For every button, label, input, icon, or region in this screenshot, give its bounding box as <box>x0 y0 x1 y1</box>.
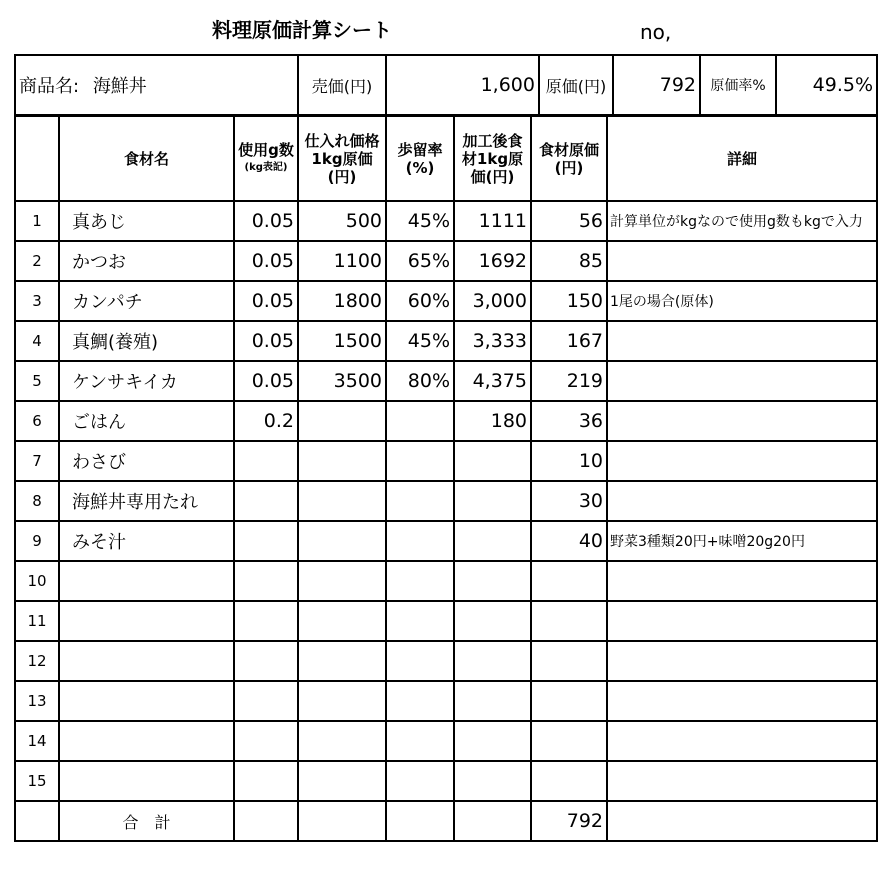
detail-note[interactable]: 1尾の場合(原体) <box>607 281 877 321</box>
usage-kg[interactable] <box>234 521 298 561</box>
material-cost[interactable] <box>531 721 607 761</box>
processed-cost[interactable] <box>454 561 531 601</box>
material-cost[interactable]: 56 <box>531 201 607 241</box>
row-index: 1 <box>15 201 59 241</box>
ingredient-name[interactable] <box>59 641 234 681</box>
price-value[interactable]: 1,600 <box>386 55 539 115</box>
purchase-price[interactable]: 3500 <box>298 361 386 401</box>
row-index: 7 <box>15 441 59 481</box>
material-cost[interactable]: 150 <box>531 281 607 321</box>
header-usage <box>234 116 298 201</box>
detail-note[interactable] <box>607 681 877 721</box>
table-row <box>15 481 877 521</box>
purchase-price[interactable] <box>298 681 386 721</box>
table-row <box>15 441 877 481</box>
row-index: 2 <box>15 241 59 281</box>
yield-rate[interactable] <box>386 481 454 521</box>
detail-note[interactable] <box>607 361 877 401</box>
ingredients-table <box>14 115 878 842</box>
usage-kg[interactable] <box>234 441 298 481</box>
detail-note[interactable]: 計算単位がkgなので使用g数もkgで入力 <box>607 201 877 241</box>
yield-rate[interactable] <box>386 641 454 681</box>
header-usage-note: (kg表記) <box>244 161 288 173</box>
purchase-price[interactable]: 500 <box>298 201 386 241</box>
ingredient-name[interactable]: わさび <box>59 441 234 481</box>
purchase-price[interactable] <box>298 521 386 561</box>
usage-kg[interactable] <box>234 681 298 721</box>
processed-cost[interactable] <box>454 681 531 721</box>
total-label: 合 計 <box>59 801 234 841</box>
detail-note[interactable] <box>607 761 877 801</box>
header-material-cost: 食材原価(円) <box>531 116 607 201</box>
yield-rate[interactable]: 45% <box>386 201 454 241</box>
price-label: 売価(円) <box>298 55 386 115</box>
yield-rate[interactable]: 65% <box>386 241 454 281</box>
ingredient-name[interactable]: かつお <box>59 241 234 281</box>
processed-cost[interactable] <box>454 601 531 641</box>
detail-note[interactable] <box>607 641 877 681</box>
row-index: 13 <box>15 681 59 721</box>
table-row <box>15 401 877 441</box>
ingredient-name[interactable]: 海鮮丼専用たれ <box>59 481 234 521</box>
table-row <box>15 521 877 561</box>
purchase-price[interactable] <box>298 761 386 801</box>
detail-note[interactable] <box>607 241 877 281</box>
ingredient-name[interactable] <box>59 601 234 641</box>
cost-label: 原価(円) <box>539 55 613 115</box>
row-index: 3 <box>15 281 59 321</box>
row-index: 9 <box>15 521 59 561</box>
header-processed: 加工後食材1kg原価(円) <box>454 116 531 201</box>
yield-rate[interactable] <box>386 441 454 481</box>
processed-cost[interactable] <box>454 521 531 561</box>
row-index: 15 <box>15 761 59 801</box>
row-index: 6 <box>15 401 59 441</box>
detail-note[interactable] <box>607 441 877 481</box>
ingredient-name[interactable]: カンパチ <box>59 281 234 321</box>
detail-note[interactable] <box>607 601 877 641</box>
table-row <box>15 721 877 761</box>
ingredient-name[interactable] <box>59 681 234 721</box>
processed-cost[interactable]: 1111 <box>454 201 531 241</box>
rate-value[interactable]: 49.5% <box>776 55 877 115</box>
material-cost[interactable] <box>531 561 607 601</box>
row-index: 4 <box>15 321 59 361</box>
usage-kg[interactable]: 0.05 <box>234 321 298 361</box>
table-row <box>15 281 877 321</box>
table-row <box>15 361 877 401</box>
ingredient-name[interactable]: 真鯛(養殖) <box>59 321 234 361</box>
header-details: 詳細 <box>607 116 877 201</box>
product-name: 海鮮丼 <box>92 76 147 97</box>
ingredient-rows <box>15 201 877 801</box>
row-index: 10 <box>15 561 59 601</box>
detail-note[interactable] <box>607 721 877 761</box>
material-cost[interactable]: 40 <box>531 521 607 561</box>
header-usage-label: 使用g数 <box>238 140 294 159</box>
yield-rate[interactable]: 80% <box>386 361 454 401</box>
usage-kg[interactable] <box>234 761 298 801</box>
processed-cost[interactable]: 180 <box>454 401 531 441</box>
purchase-price[interactable] <box>298 721 386 761</box>
yield-rate[interactable]: 60% <box>386 281 454 321</box>
row-index: 14 <box>15 721 59 761</box>
material-cost[interactable]: 167 <box>531 321 607 361</box>
ingredient-name[interactable]: ケンサキイカ <box>59 361 234 401</box>
row-index: 12 <box>15 641 59 681</box>
usage-kg[interactable] <box>234 481 298 521</box>
detail-note[interactable] <box>607 321 877 361</box>
material-cost[interactable] <box>531 601 607 641</box>
yield-rate[interactable] <box>386 401 454 441</box>
purchase-price[interactable]: 1800 <box>298 281 386 321</box>
processed-cost[interactable]: 4,375 <box>454 361 531 401</box>
yield-rate[interactable] <box>386 521 454 561</box>
ingredient-name[interactable] <box>59 721 234 761</box>
usage-kg[interactable]: 0.05 <box>234 201 298 241</box>
processed-cost[interactable] <box>454 761 531 801</box>
material-cost[interactable]: 36 <box>531 401 607 441</box>
header-index <box>15 116 59 201</box>
total-row <box>15 801 877 841</box>
ingredient-name[interactable]: みそ汁 <box>59 521 234 561</box>
detail-note[interactable]: 野菜3種類20円+味噌20g20円 <box>607 521 877 561</box>
material-cost[interactable]: 219 <box>531 361 607 401</box>
processed-cost[interactable] <box>454 641 531 681</box>
ingredient-name[interactable] <box>59 561 234 601</box>
processed-cost[interactable] <box>454 721 531 761</box>
yield-rate[interactable]: 45% <box>386 321 454 361</box>
usage-kg[interactable]: 0.2 <box>234 401 298 441</box>
cost-value[interactable]: 792 <box>613 55 700 115</box>
sheet-number-label: no, <box>640 20 672 44</box>
table-row <box>15 641 877 681</box>
table-row <box>15 201 877 241</box>
material-cost[interactable]: 85 <box>531 241 607 281</box>
material-cost[interactable]: 30 <box>531 481 607 521</box>
table-header-row <box>15 116 877 201</box>
purchase-price[interactable]: 1100 <box>298 241 386 281</box>
purchase-price[interactable] <box>298 401 386 441</box>
usage-kg[interactable]: 0.05 <box>234 241 298 281</box>
processed-cost[interactable] <box>454 481 531 521</box>
yield-rate[interactable] <box>386 601 454 641</box>
row-index: 11 <box>15 601 59 641</box>
product-label: 商品名: <box>19 76 80 97</box>
usage-kg[interactable]: 0.05 <box>234 361 298 401</box>
sheet-title: 料理原価計算シート <box>212 18 392 42</box>
usage-kg[interactable] <box>234 721 298 761</box>
yield-rate[interactable] <box>386 681 454 721</box>
material-cost[interactable] <box>531 681 607 721</box>
purchase-price[interactable] <box>298 601 386 641</box>
processed-cost[interactable]: 3,333 <box>454 321 531 361</box>
usage-kg[interactable] <box>234 561 298 601</box>
yield-rate[interactable] <box>386 721 454 761</box>
purchase-price[interactable]: 1500 <box>298 321 386 361</box>
header-yield: 歩留率(%) <box>386 116 454 201</box>
total-value[interactable]: 792 <box>531 801 607 841</box>
detail-note[interactable] <box>607 561 877 601</box>
purchase-price[interactable] <box>298 481 386 521</box>
table-row <box>15 761 877 801</box>
material-cost[interactable] <box>531 641 607 681</box>
row-index: 8 <box>15 481 59 521</box>
detail-note[interactable] <box>607 481 877 521</box>
ingredient-name[interactable] <box>59 761 234 801</box>
usage-kg[interactable] <box>234 641 298 681</box>
yield-rate[interactable] <box>386 561 454 601</box>
header-ingredient: 食材名 <box>59 116 234 201</box>
product-cell[interactable] <box>15 55 298 115</box>
table-row <box>15 561 877 601</box>
usage-kg[interactable]: 0.05 <box>234 281 298 321</box>
ingredient-name[interactable]: 真あじ <box>59 201 234 241</box>
table-row <box>15 681 877 721</box>
purchase-price[interactable] <box>298 561 386 601</box>
purchase-price[interactable] <box>298 441 386 481</box>
processed-cost[interactable]: 1692 <box>454 241 531 281</box>
processed-cost[interactable] <box>454 441 531 481</box>
ingredient-name[interactable]: ごはん <box>59 401 234 441</box>
rate-label: 原価率% <box>700 55 776 115</box>
header-purchase: 仕入れ価格1kg原価(円) <box>298 116 386 201</box>
material-cost[interactable]: 10 <box>531 441 607 481</box>
row-index: 5 <box>15 361 59 401</box>
table-row <box>15 241 877 281</box>
detail-note[interactable] <box>607 401 877 441</box>
summary-table <box>14 54 878 116</box>
purchase-price[interactable] <box>298 641 386 681</box>
processed-cost[interactable]: 3,000 <box>454 281 531 321</box>
yield-rate[interactable] <box>386 761 454 801</box>
table-row <box>15 601 877 641</box>
table-row <box>15 321 877 361</box>
usage-kg[interactable] <box>234 601 298 641</box>
material-cost[interactable] <box>531 761 607 801</box>
